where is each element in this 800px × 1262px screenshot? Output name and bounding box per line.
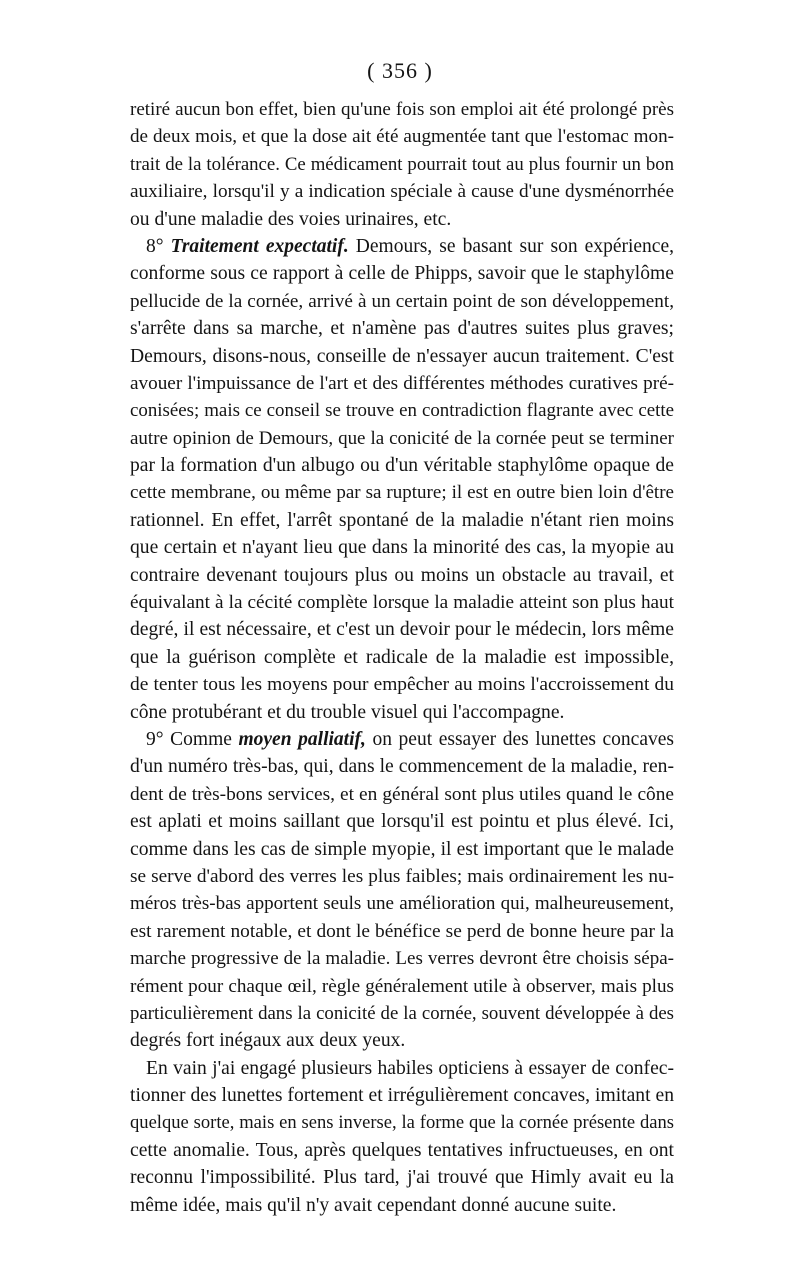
section-heading: moyen palliatif, (238, 728, 366, 750)
text-line (130, 260, 674, 287)
line-text: dent de très-bons services, et en général sont plus utiles quand le cône (130, 783, 674, 805)
text-line (130, 589, 674, 616)
text-line (130, 1082, 674, 1109)
line-text: méros très-bas apportent seuls une amélioration qui, malheureusement, (130, 893, 674, 915)
text-line (130, 425, 674, 452)
line-text: équivalant à la cécité complète lorsque la maladie atteint son plus haut (130, 592, 674, 614)
line-text: autre opinion de Demours, que la conicité de la cornée peut se terminer (130, 427, 674, 449)
line-text: conforme sous ce rapport à celle de Phipps, savoir que le staphylôme (130, 263, 674, 285)
text-line (130, 699, 674, 726)
line-text: En vain j'ai engagé plusieurs habiles opticiens à essayer de confec- (146, 1057, 674, 1079)
line-text: Demours, se basant sur son expérience, (348, 235, 674, 257)
line-text: rationnel. En effet, l'arrêt spontané de la maladie n'étant rien moins (130, 509, 674, 531)
line-text: s'arrête dans sa marche, et n'amène pas d'autres suites plus graves; (130, 318, 674, 340)
line-text: se serve d'abord des verres les plus faibles; mais ordinairement les nu- (130, 865, 674, 887)
line-text: degré, il est nécessaire, et c'est un devoir pour le médecin, lors même (130, 619, 674, 641)
text-line (130, 753, 674, 780)
line-text: comme dans les cas de simple myopie, il est important que le malade (130, 838, 674, 860)
text-line (130, 1192, 674, 1219)
text-line (130, 1164, 674, 1191)
text-line (130, 918, 674, 945)
text-line (130, 151, 674, 178)
line-text: que la guérison complète et radicale de la maladie est impossible, (130, 646, 674, 668)
text-line (130, 890, 674, 917)
line-text: tionner des lunettes fortement et irrégulièrement concaves, imitant en (130, 1085, 674, 1107)
line-text: pellucide de la cornée, arrivé à un certain point de son développement, (130, 290, 674, 312)
line-text: on peut essayer des lunettes concaves (365, 728, 674, 750)
body-text (130, 96, 674, 1219)
text-line (130, 781, 674, 808)
section-heading: Traitement expectatif. (170, 235, 349, 257)
line-text: est rarement notable, et dont le bénéfice se perd de bonne heure par la (130, 920, 674, 942)
text-line (130, 178, 674, 205)
line-text: trait de la tolérance. Ce médicament pourrait tout au plus fournir un bon (130, 153, 674, 175)
line-text: rément pour chaque œil, règle généralement utile à observer, mais plus (130, 975, 674, 997)
text-line (130, 973, 674, 1000)
line-text: ou d'une maladie des voies urinaires, etc. (130, 208, 452, 230)
line-text: contraire devenant toujours plus ou moins un obstacle au travail, et (130, 564, 674, 586)
text-line (130, 233, 674, 260)
line-text: par la formation d'un albugo ou d'un véritable staphylôme opaque de (130, 455, 674, 477)
text-line (130, 671, 674, 698)
text-line (130, 206, 674, 233)
text-line (130, 1000, 674, 1027)
text-line (130, 1109, 674, 1136)
text-line (130, 836, 674, 863)
text-line (130, 288, 674, 315)
line-text: particulièrement dans la conicité de la cornée, souvent développée à des (130, 1002, 674, 1024)
section-number: 8° (146, 235, 171, 257)
line-text: de deux mois, et que la dose ait été augmentée tant que l'estomac mon- (130, 126, 674, 148)
text-line (130, 96, 674, 123)
line-text: Demours, disons-nous, conseille de n'essayer aucun traitement. C'est (130, 345, 674, 367)
text-line (130, 479, 674, 506)
line-text: d'un numéro très-bas, qui, dans le commencement de la maladie, ren- (130, 756, 674, 778)
text-line (130, 507, 674, 534)
line-text: même idée, mais qu'il n'y avait cependant donné aucune suite. (130, 1194, 617, 1216)
text-line (130, 616, 674, 643)
line-text: cette membrane, ou même par sa rupture; il est en outre bien loin d'être (130, 482, 674, 504)
text-line (130, 726, 674, 753)
text-line (130, 123, 674, 150)
text-line (130, 1137, 674, 1164)
text-line (130, 315, 674, 342)
text-line (130, 945, 674, 972)
line-text: cône protubérant et du trouble visuel qui l'accompagne. (130, 701, 565, 723)
text-line (130, 534, 674, 561)
text-line (130, 397, 674, 424)
page-number: ( 356 ) (367, 58, 433, 83)
text-line (130, 1055, 674, 1082)
line-text: est aplati et moins saillant que lorsqu'il est pointu et plus élevé. Ici, (130, 811, 674, 833)
line-text: retiré aucun bon effet, bien qu'une fois son emploi ait été prolongé près (130, 99, 674, 120)
line-text: reconnu l'impossibilité. Plus tard, j'ai trouvé que Himly avait eu la (130, 1167, 674, 1189)
line-text: marche progressive de la maladie. Les verres devront être choisis sépa- (130, 948, 674, 970)
text-line (130, 863, 674, 890)
text-line (130, 808, 674, 835)
text-line (130, 1027, 674, 1054)
text-line (130, 452, 674, 479)
section-number: 9° Comme (146, 728, 239, 750)
line-text: auxiliaire, lorsqu'il y a indication spéciale à cause d'une dysménorrhée (130, 181, 674, 203)
line-text: avouer l'impuissance de l'art et des différentes méthodes curatives pré- (130, 372, 674, 394)
line-text: conisées; mais ce conseil se trouve en contradiction flagrante avec cette (130, 400, 674, 422)
line-text: de tenter tous les moyens pour empêcher au moins l'accroissement du (130, 674, 674, 696)
text-line (130, 370, 674, 397)
text-line (130, 644, 674, 671)
text-line (130, 562, 674, 589)
line-text: cette anomalie. Tous, après quelques tentatives infructueuses, en ont (130, 1139, 674, 1161)
line-text: que certain et n'ayant lieu que dans la minorité des cas, la myopie au (130, 537, 674, 559)
text-line (130, 343, 674, 370)
line-text: quelque sorte, mais en sens inverse, la forme que la cornée présente dans (130, 1112, 674, 1134)
line-text: degrés fort inégaux aux deux yeux. (130, 1030, 406, 1052)
